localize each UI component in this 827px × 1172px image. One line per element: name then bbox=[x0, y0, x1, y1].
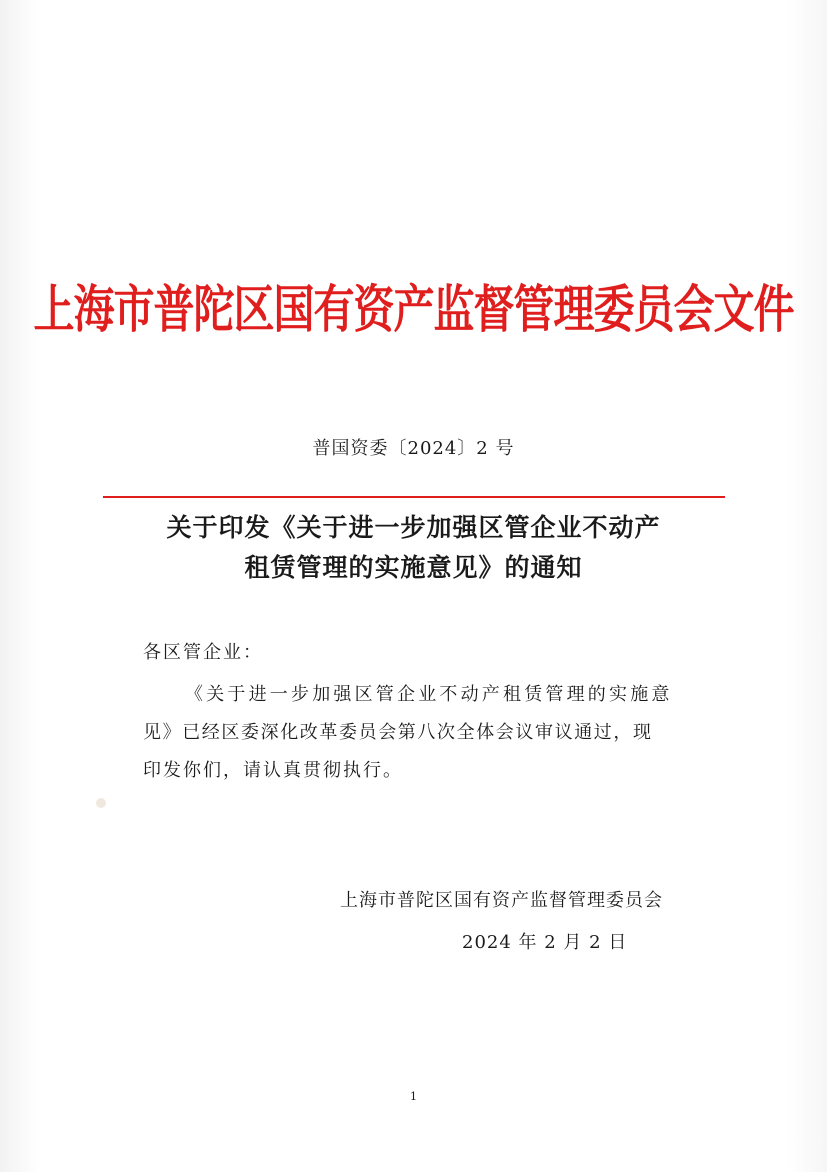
salutation: 各区管企业： bbox=[143, 642, 263, 663]
scan-smudge bbox=[96, 798, 106, 808]
body-text-line-3: 印发你们，请认真贯彻执行。 bbox=[143, 760, 403, 781]
body-text-line-1: 《关于进一步加强区管企业不动产租赁管理的实施意 bbox=[185, 684, 673, 705]
document-number: 普国资委〔2024〕2 号 bbox=[312, 438, 515, 459]
issue-date: 2024 年 2 月 2 日 bbox=[462, 932, 628, 953]
page-number: 1 bbox=[410, 1090, 417, 1103]
document-title-line-1: 关于印发《关于进一步加强区管企业不动产 bbox=[166, 513, 661, 542]
issuing-authority: 上海市普陀区国有资产监督管理委员会 bbox=[340, 890, 663, 911]
red-divider-line bbox=[103, 496, 725, 498]
body-text-line-2: 见》已经区委深化改革委员会第八次全体会议审议通过，现 bbox=[143, 722, 653, 743]
red-header-masthead: 上海市普陀区国有资产监督管理委员会文件 bbox=[33, 279, 794, 340]
document-title-line-2: 租赁管理的实施意见》的通知 bbox=[244, 553, 583, 582]
